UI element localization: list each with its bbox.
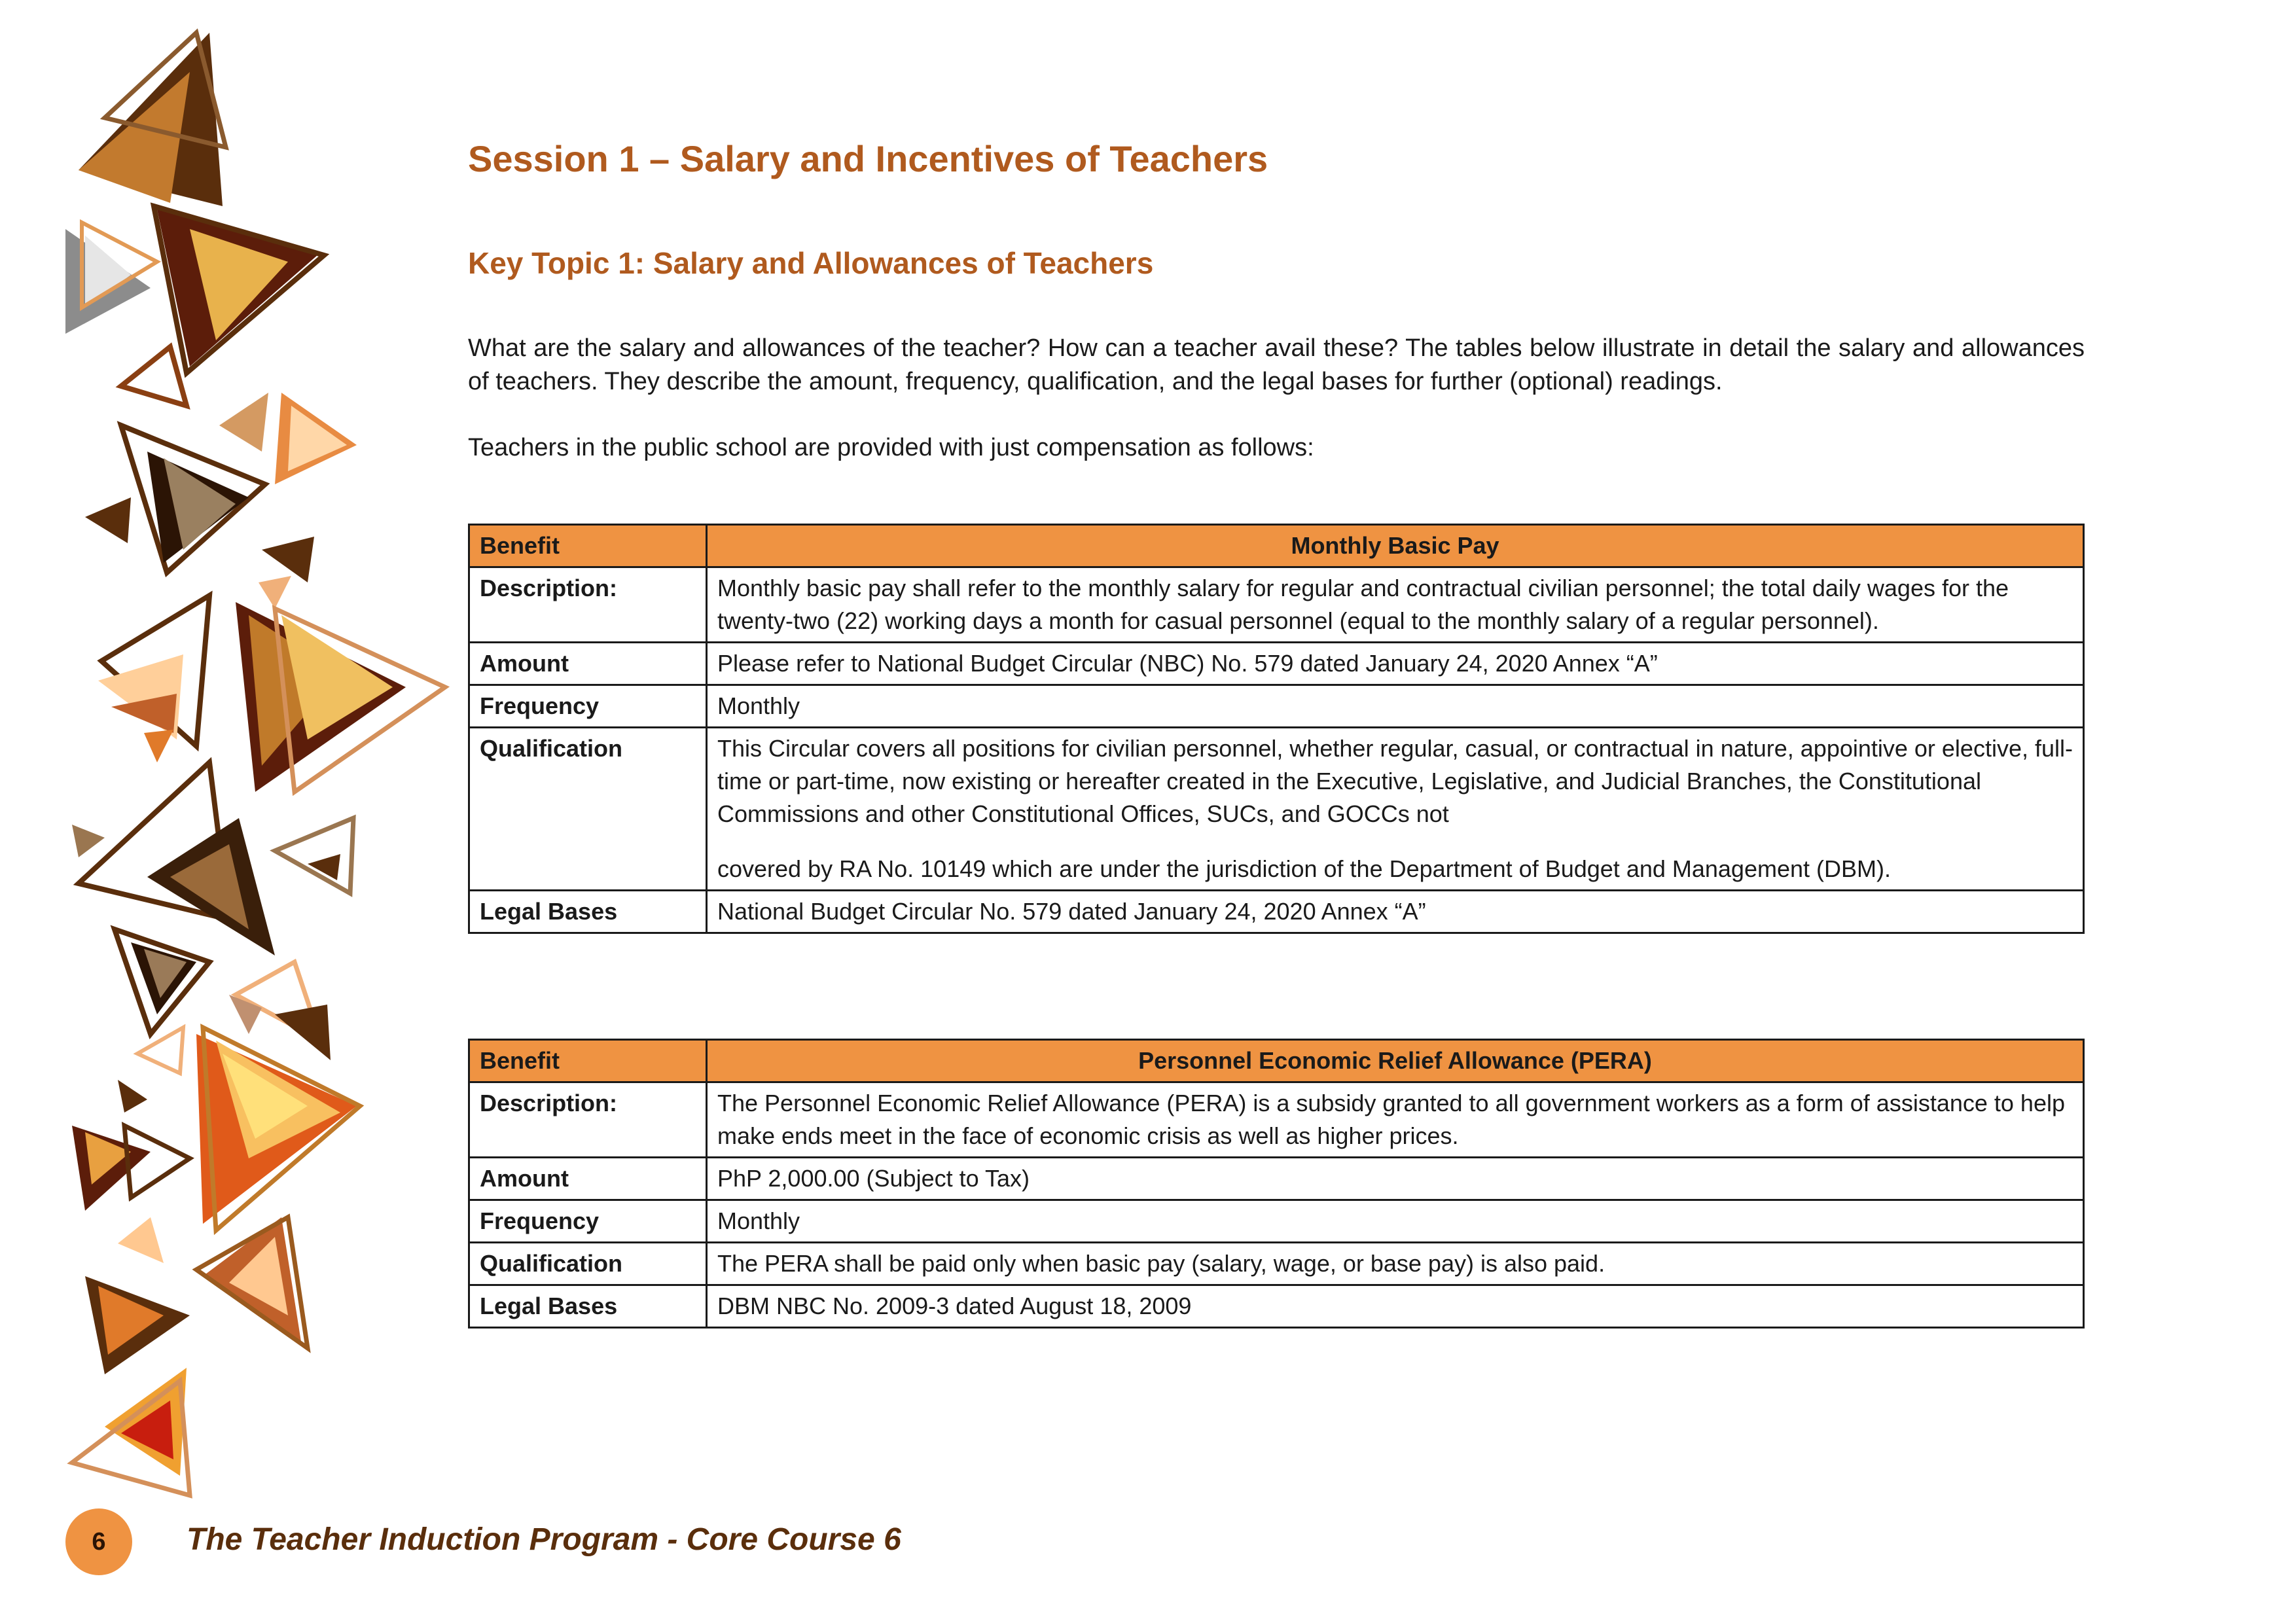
benefit-label: Benefit <box>469 525 707 567</box>
qualification-label: Qualification <box>469 1243 707 1285</box>
table-row <box>469 1082 2084 1158</box>
qualification-text-part-2: covered by RA No. 10149 which are under the jurisdiction of the Department of Budget and Management (DBM). <box>717 855 1891 882</box>
session-title: Session 1 – Salary and Incentives of Teachers <box>468 138 1268 179</box>
key-topic-heading: Key Topic 1: Salary and Allowances of Teachers <box>468 246 1154 280</box>
table-row <box>469 1158 2084 1200</box>
table-row <box>469 1200 2084 1243</box>
legal-bases-value: DBM NBC No. 2009-3 dated August 18, 2009 <box>707 1285 2084 1328</box>
table-row <box>469 891 2084 933</box>
table-row <box>469 1243 2084 1285</box>
qualification-text-part-1: This Circular covers all positions for civilian personnel, whether regular, casual, or contractual in nature, appointive or elective, full-time or part-time, now existing or hereafter created in the Executive, Legislative, and Judicial Branches, the Constitutional Commissions and other Constitutional Offices, SUCs, and GOCCs not <box>717 735 2073 827</box>
monthly-basic-pay-table <box>468 524 2085 934</box>
page-content <box>468 137 2085 1329</box>
legal-bases-value: National Budget Circular No. 579 dated January 24, 2020 Annex “A” <box>707 891 2084 933</box>
footer-title: The Teacher Induction Program - Core Course 6 <box>187 1522 901 1557</box>
description-label: Description: <box>469 567 707 643</box>
table-row <box>469 1285 2084 1328</box>
table-row <box>469 643 2084 685</box>
description-value: Monthly basic pay shall refer to the monthly salary for regular and contractual civilian personnel; the total daily wages for the twenty-two (22) working days a month for casual personnel (equal to the monthly salary of a regular personnel). <box>707 567 2084 643</box>
qualification-value: The PERA shall be paid only when basic pay (salary, wage, or base pay) is also paid. <box>707 1243 2084 1285</box>
table-row <box>469 728 2084 891</box>
lead-paragraph: Teachers in the public school are provided with just compensation as follows: <box>468 434 1314 461</box>
benefit-label: Benefit <box>469 1040 707 1082</box>
table-header-row <box>469 1040 2084 1082</box>
table-row <box>469 567 2084 643</box>
amount-label: Amount <box>469 643 707 685</box>
pera-table <box>468 1039 2085 1329</box>
description-label: Description: <box>469 1082 707 1158</box>
table-header-row <box>469 525 2084 567</box>
intro-paragraph: What are the salary and allowances of the teacher? How can a teacher avail these? The tables below illustrate in detail the salary and allowances of teachers. They describe the amount, frequency, qualification, and the legal bases for further (optional) readings. <box>468 334 2085 395</box>
benefit-title: Personnel Economic Relief Allowance (PERA) <box>707 1040 2084 1082</box>
legal-bases-label: Legal Bases <box>469 1285 707 1328</box>
frequency-label: Frequency <box>469 685 707 728</box>
frequency-value: Monthly <box>707 1200 2084 1243</box>
qualification-label: Qualification <box>469 728 707 891</box>
description-value: The Personnel Economic Relief Allowance (PERA) is a subsidy granted to all government workers as a form of assistance to help make ends meet in the face of economic crisis as well as higher prices. <box>707 1082 2084 1158</box>
qualification-value <box>707 728 2084 891</box>
benefit-title: Monthly Basic Pay <box>707 525 2084 567</box>
amount-value: PhP 2,000.00 (Subject to Tax) <box>707 1158 2084 1200</box>
table-row <box>469 685 2084 728</box>
legal-bases-label: Legal Bases <box>469 891 707 933</box>
frequency-label: Frequency <box>469 1200 707 1243</box>
amount-label: Amount <box>469 1158 707 1200</box>
frequency-value: Monthly <box>707 685 2084 728</box>
page-number-badge: 6 <box>65 1508 132 1575</box>
amount-value: Please refer to National Budget Circular (NBC) No. 579 dated January 24, 2020 Annex “A” <box>707 643 2084 685</box>
decorative-triangles <box>0 0 471 1623</box>
